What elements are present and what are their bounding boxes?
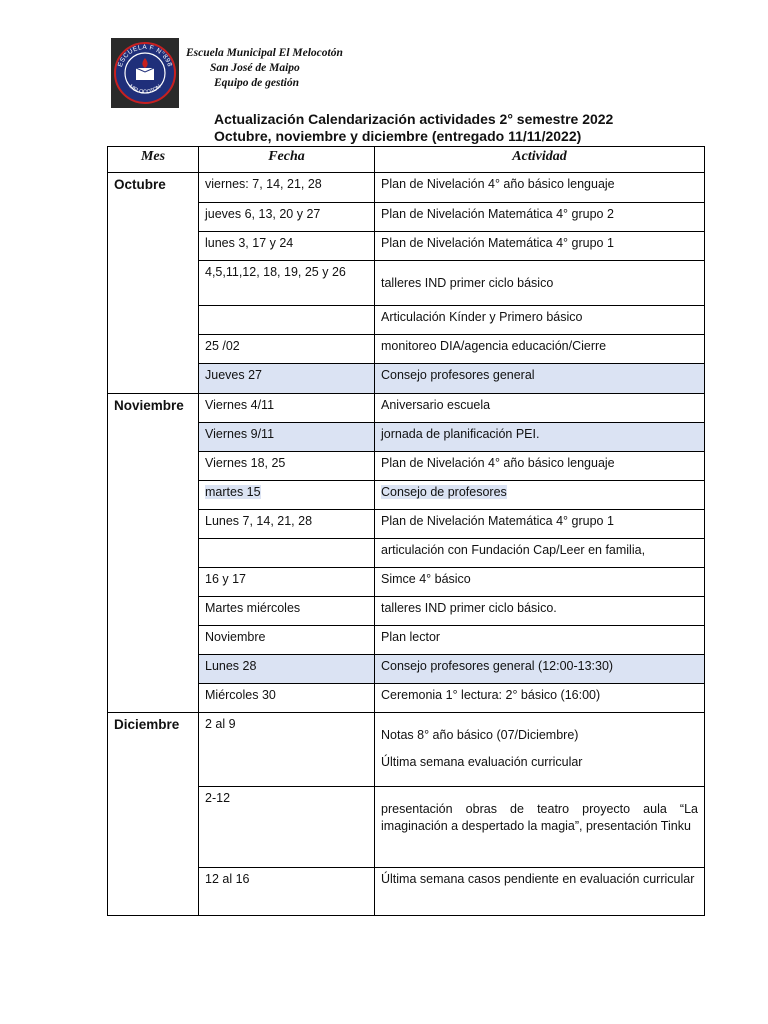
school-team: Equipo de gestión bbox=[214, 77, 299, 89]
actividad-line: Última semana evaluación curricular bbox=[381, 755, 583, 769]
actividad-cell: jornada de planificación PEI. bbox=[375, 423, 705, 452]
spacer bbox=[381, 744, 698, 754]
fecha-cell: 16 y 17 bbox=[199, 568, 375, 597]
actividad-cell: monitoreo DIA/agencia educación/Cierre bbox=[375, 335, 705, 364]
actividad-cell: Plan de Nivelación Matemática 4° grupo 2 bbox=[375, 203, 705, 232]
fecha-cell: Viernes 4/11 bbox=[199, 394, 375, 423]
actividad-cell: Simce 4° básico bbox=[375, 568, 705, 597]
fecha-cell: Lunes 7, 14, 21, 28 bbox=[199, 510, 375, 539]
actividad-cell: Aniversario escuela bbox=[375, 394, 705, 423]
logo-text-top: ESCUELA F N°898 bbox=[116, 43, 174, 68]
actividad-cell: talleres IND primer ciclo básico bbox=[375, 261, 705, 306]
actividad-cell: Última semana casos pendiente en evaluación curricular bbox=[375, 868, 705, 916]
fecha-cell: Noviembre bbox=[199, 626, 375, 655]
actividad-line: Notas 8° año básico (07/Diciembre) bbox=[381, 728, 579, 742]
table-header-row bbox=[108, 147, 705, 173]
school-logo bbox=[111, 38, 179, 108]
table-row bbox=[108, 713, 705, 787]
actividad-cell: talleres IND primer ciclo básico. bbox=[375, 597, 705, 626]
fecha-cell: 2-12 bbox=[199, 787, 375, 868]
actividad-cell: Consejo profesores general (12:00-13:30) bbox=[375, 655, 705, 684]
fecha-text: martes 15 bbox=[205, 485, 261, 499]
month-diciembre: Diciembre bbox=[108, 713, 199, 916]
title-line-2: Octubre, noviembre y diciembre (entregado 11/11/2022) bbox=[214, 128, 582, 144]
actividad-cell: Plan de Nivelación Matemática 4° grupo 1 bbox=[375, 510, 705, 539]
actividad-cell: Plan de Nivelación Matemática 4° grupo 1 bbox=[375, 232, 705, 261]
actividad-cell: Plan de Nivelación 4° año básico lenguaje bbox=[375, 173, 705, 203]
fecha-cell: lunes 3, 17 y 24 bbox=[199, 232, 375, 261]
actividad-cell bbox=[375, 481, 705, 510]
header-fecha: Fecha bbox=[199, 147, 375, 173]
table-row bbox=[108, 173, 705, 203]
table-row bbox=[108, 394, 705, 423]
fecha-cell: viernes: 7, 14, 21, 28 bbox=[199, 173, 375, 203]
actividad-cell: articulación con Fundación Cap/Leer en familia, bbox=[375, 539, 705, 568]
school-header bbox=[184, 46, 343, 91]
fecha-cell: Jueves 27 bbox=[199, 364, 375, 394]
fecha-cell: Viernes 9/11 bbox=[199, 423, 375, 452]
month-octubre: Octubre bbox=[108, 173, 199, 394]
actividad-cell: presentación obras de teatro proyecto aula “La imaginación a despertado la magia”, presentación Tinku bbox=[375, 787, 705, 868]
schedule-table bbox=[107, 146, 705, 916]
logo-text-bottom: MELOCOTON bbox=[127, 83, 163, 96]
title-line-1: Actualización Calendarización actividades 2° semestre 2022 bbox=[214, 111, 614, 127]
fecha-cell bbox=[199, 306, 375, 335]
fecha-cell: 4,5,11,12, 18, 19, 25 y 26 bbox=[199, 261, 375, 306]
month-noviembre: Noviembre bbox=[108, 394, 199, 713]
header-mes: Mes bbox=[108, 147, 199, 173]
school-name: Escuela Municipal El Melocotón bbox=[186, 47, 343, 59]
actividad-cell: Plan lector bbox=[375, 626, 705, 655]
document-title bbox=[214, 111, 613, 145]
header-actividad: Actividad bbox=[375, 147, 705, 173]
school-city: San José de Maipo bbox=[210, 62, 300, 74]
fecha-cell: jueves 6, 13, 20 y 27 bbox=[199, 203, 375, 232]
fecha-cell: Miércoles 30 bbox=[199, 684, 375, 713]
fecha-cell: Viernes 18, 25 bbox=[199, 452, 375, 481]
fecha-cell: 25 /02 bbox=[199, 335, 375, 364]
fecha-cell bbox=[199, 539, 375, 568]
fecha-cell bbox=[199, 481, 375, 510]
fecha-cell: Martes miércoles bbox=[199, 597, 375, 626]
actividad-cell bbox=[375, 713, 705, 787]
fecha-cell: 12 al 16 bbox=[199, 868, 375, 916]
fecha-cell: Lunes 28 bbox=[199, 655, 375, 684]
actividad-cell: Consejo profesores general bbox=[375, 364, 705, 394]
actividad-cell: Plan de Nivelación 4° año básico lenguaje bbox=[375, 452, 705, 481]
fecha-cell: 2 al 9 bbox=[199, 713, 375, 787]
actividad-cell: Articulación Kínder y Primero básico bbox=[375, 306, 705, 335]
actividad-text: Consejo de profesores bbox=[381, 485, 507, 499]
actividad-cell: Ceremonia 1° lectura: 2° básico (16:00) bbox=[375, 684, 705, 713]
